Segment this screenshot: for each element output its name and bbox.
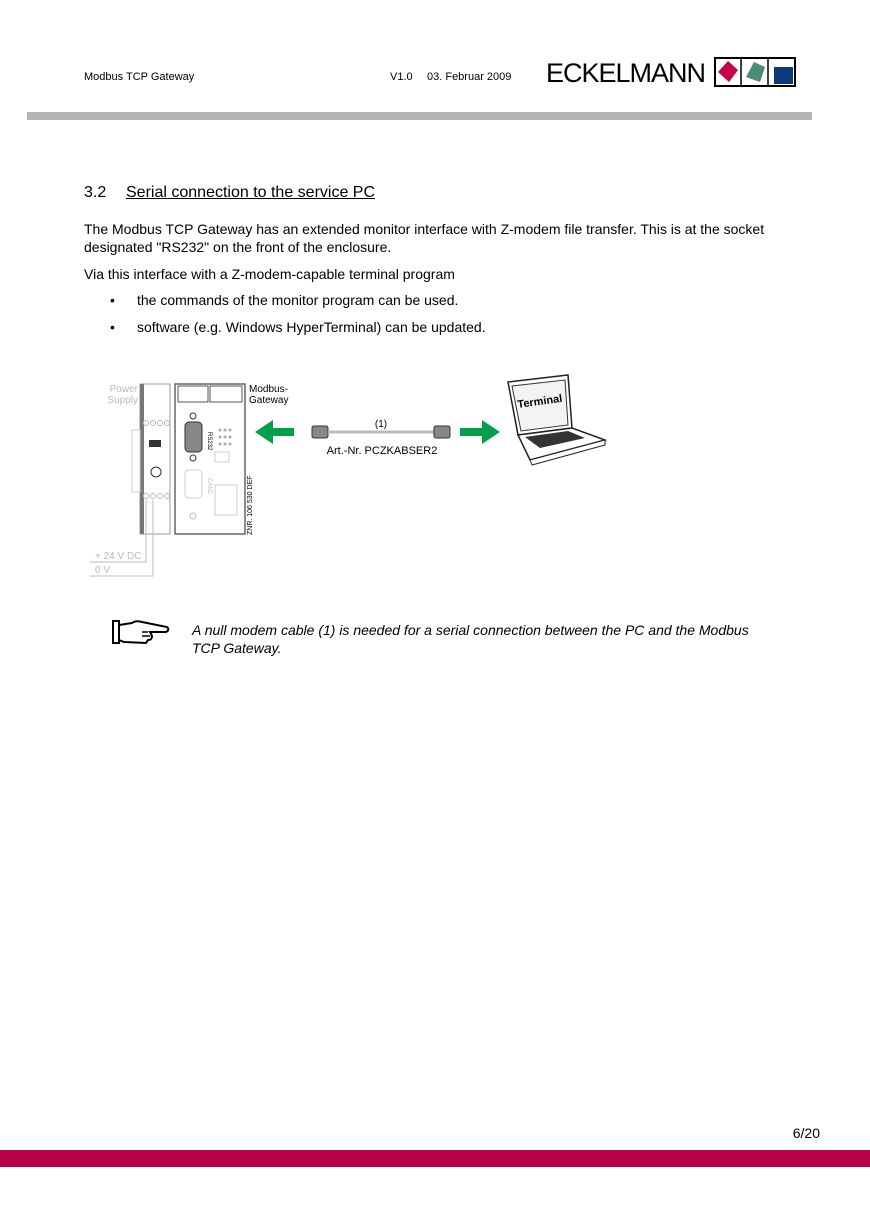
gateway-label: Modbus- bbox=[249, 384, 288, 395]
bullet-item: • software (e.g. Windows HyperTerminal) can be updated. bbox=[110, 319, 486, 335]
cable-ref: (1) bbox=[374, 419, 388, 430]
connection-diagram bbox=[80, 370, 620, 590]
section-heading bbox=[84, 184, 375, 202]
cable-article: Art.-Nr. PCZKABSER2 bbox=[326, 445, 438, 457]
header-divider bbox=[27, 112, 812, 120]
bullet-text: software (e.g. Windows HyperTerminal) can be updated. bbox=[137, 319, 486, 335]
bullet-item: • the commands of the monitor program can be used. bbox=[110, 292, 459, 308]
arrow-right-icon bbox=[460, 420, 500, 444]
rs232-label: RS232 bbox=[206, 432, 212, 451]
paragraph-1: The Modbus TCP Gateway has an extended monitor interface with Z-modem file transfer. This is at the socket designated "RS232" on the front of the enclosure. bbox=[84, 221, 765, 255]
gateway-label: Gateway bbox=[249, 395, 289, 406]
header-version: V1.0 bbox=[390, 71, 413, 83]
can-label: CAN2 bbox=[206, 478, 212, 495]
part-number-vertical: ZNR. 106 530 DEF bbox=[247, 475, 254, 535]
page-number: 6/20 bbox=[792, 1125, 820, 1141]
pointing-hand-icon bbox=[112, 618, 172, 646]
power-supply-label: Supply bbox=[107, 395, 138, 406]
paragraph-2: Via this interface with a Z-modem-capable terminal program bbox=[84, 266, 455, 282]
voltage-0-label: 0 V bbox=[95, 565, 111, 576]
footer-bar bbox=[0, 1150, 870, 1167]
header-date: 03. Februar 2009 bbox=[427, 71, 512, 83]
gateway-module bbox=[175, 384, 245, 534]
note-text: A null modem cable (1) is needed for a serial connection between the PC and the Modbus TCP Gateway. bbox=[192, 622, 749, 656]
header-doc-title: Modbus TCP Gateway bbox=[84, 71, 195, 83]
section-number: 3.2 bbox=[84, 184, 107, 201]
eckelmann-logo-icon bbox=[714, 57, 796, 87]
terminal-label: Terminal bbox=[516, 392, 564, 411]
power-supply-label: Power bbox=[109, 384, 138, 395]
section-title: Serial connection to the service PC bbox=[126, 184, 376, 201]
arrow-left-icon bbox=[255, 420, 294, 444]
laptop-icon bbox=[508, 375, 605, 465]
logo-text: ECKELMANN bbox=[546, 58, 706, 88]
voltage-24-label: + 24 V DC bbox=[95, 551, 142, 562]
bullet-text: the commands of the monitor program can be used. bbox=[137, 292, 459, 308]
power-supply-module bbox=[132, 384, 170, 534]
